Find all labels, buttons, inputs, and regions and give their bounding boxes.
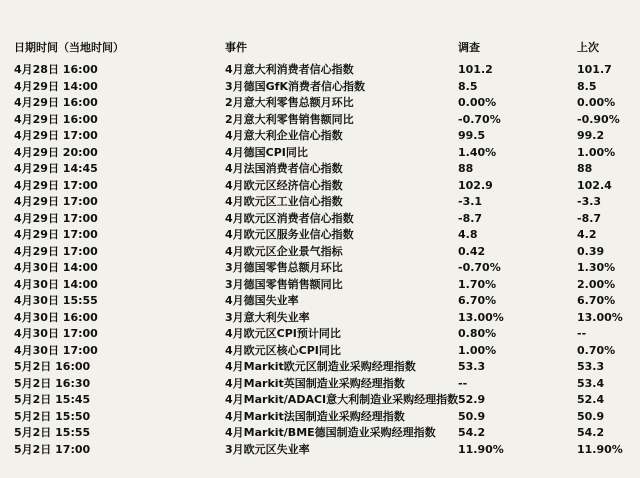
- cell-survey: 52.9: [458, 393, 486, 406]
- cell-datetime: 4月30日 16:00: [14, 310, 98, 324]
- cell-datetime: 4月29日 17:00: [14, 129, 98, 142]
- cell-datetime: 5月2日 16:30: [14, 376, 91, 390]
- cell-event: 4月Markit/ADACI意大利制造业采购经理指数: [225, 393, 458, 406]
- table-row: [14, 227, 632, 244]
- cell-survey: -0.70%: [458, 261, 501, 274]
- cell-event: 4月法国消费者信心指数: [225, 162, 343, 175]
- cell-datetime: 5月2日 16:00: [14, 360, 91, 373]
- table-row: [14, 79, 632, 96]
- cell-prior: 0.70%: [577, 343, 616, 357]
- cell-event: 3月欧元区失业率: [225, 442, 310, 456]
- cell-prior: 1.00%: [577, 145, 616, 159]
- cell-survey: 8.5: [458, 79, 478, 93]
- cell-event: 4月Markit欧元区制造业采购经理指数: [225, 360, 416, 373]
- cell-survey: 101.2: [458, 63, 493, 76]
- table-row: [14, 95, 632, 112]
- cell-event: 3月意大利失业率: [225, 310, 310, 324]
- cell-survey: --: [458, 376, 468, 390]
- table-row: [14, 244, 632, 261]
- cell-datetime: 5月2日 15:50: [14, 409, 91, 423]
- cell-event: 4月欧元区CPI预计同比: [225, 327, 341, 340]
- table-row: [14, 194, 632, 211]
- header-prior: 上次: [577, 41, 599, 54]
- cell-datetime: 5月2日 17:00: [14, 442, 91, 456]
- cell-datetime: 4月29日 14:00: [14, 79, 98, 93]
- cell-survey: 0.42: [458, 244, 486, 258]
- table-row: [14, 392, 632, 409]
- cell-event: 3月德国零售总额月环比: [225, 261, 343, 274]
- cell-datetime: 4月29日 17:00: [14, 211, 98, 225]
- cell-datetime: 4月30日 14:00: [14, 261, 98, 274]
- table-row: [14, 310, 632, 327]
- cell-survey: 54.2: [458, 426, 486, 439]
- cell-prior: -3.3: [577, 195, 602, 208]
- cell-survey: 13.00%: [458, 310, 504, 324]
- table-row: [14, 293, 632, 310]
- cell-prior: 8.5: [577, 79, 597, 93]
- table-row: [14, 343, 632, 360]
- cell-event: 4月意大利企业信心指数: [225, 129, 343, 142]
- cell-prior: 88: [577, 162, 593, 175]
- cell-datetime: 4月29日 17:00: [14, 178, 98, 192]
- table-row: [14, 359, 632, 376]
- cell-event: 4月欧元区企业景气指标: [225, 244, 343, 258]
- cell-event: 4月欧元区工业信心指数: [225, 195, 343, 208]
- cell-survey: 6.70%: [458, 294, 497, 307]
- cell-prior: 52.4: [577, 393, 605, 406]
- cell-survey: 53.3: [458, 360, 486, 373]
- cell-event: 4月欧元区消费者信心指数: [225, 211, 354, 225]
- cell-survey: 1.40%: [458, 145, 497, 159]
- cell-datetime: 4月30日 17:00: [14, 343, 98, 357]
- cell-prior: 53.3: [577, 360, 605, 373]
- cell-datetime: 4月30日 14:00: [14, 277, 98, 291]
- cell-survey: 0.00%: [458, 96, 497, 109]
- cell-survey: 1.70%: [458, 277, 497, 291]
- cell-prior: 1.30%: [577, 261, 616, 274]
- table-row: [14, 161, 632, 178]
- cell-prior: 101.7: [577, 63, 612, 76]
- cell-datetime: 4月28日 16:00: [14, 63, 98, 76]
- table-row: [14, 260, 632, 277]
- cell-event: 4月欧元区核心CPI同比: [225, 343, 341, 357]
- cell-prior: 0.00%: [577, 96, 616, 109]
- header-datetime: 日期时间（当地时间）: [14, 41, 124, 54]
- cell-event: 4月Markit/BME德国制造业采购经理指数: [225, 426, 436, 439]
- header-event: 事件: [225, 41, 247, 54]
- cell-prior: 99.2: [577, 129, 605, 142]
- table-row: [14, 62, 632, 79]
- cell-survey: 11.90%: [458, 442, 504, 456]
- table-row: [14, 145, 632, 162]
- cell-survey: 0.80%: [458, 327, 497, 340]
- cell-datetime: 4月29日 17:00: [14, 228, 98, 241]
- cell-prior: 13.00%: [577, 310, 623, 324]
- cell-survey: 88: [458, 162, 474, 175]
- cell-survey: 4.8: [458, 228, 478, 241]
- cell-datetime: 4月29日 14:45: [14, 162, 98, 175]
- cell-survey: 1.00%: [458, 343, 497, 357]
- cell-prior: 6.70%: [577, 294, 616, 307]
- header-row: [14, 40, 632, 62]
- table-row: [14, 442, 632, 459]
- table-row: [14, 409, 632, 426]
- cell-event: 4月欧元区经济信心指数: [225, 178, 343, 192]
- cell-datetime: 5月2日 15:45: [14, 393, 91, 406]
- cell-event: 4月欧元区服务业信心指数: [225, 228, 354, 241]
- cell-event: 2月意大利零售总额月环比: [225, 96, 354, 109]
- cell-datetime: 5月2日 15:55: [14, 426, 91, 439]
- cell-event: 4月Markit法国制造业采购经理指数: [225, 409, 405, 423]
- cell-event: 4月德国失业率: [225, 294, 299, 307]
- cell-event: 3月德国零售销售额同比: [225, 277, 343, 291]
- table-row: [14, 211, 632, 228]
- cell-prior: 54.2: [577, 426, 605, 439]
- cell-survey: -0.70%: [458, 112, 501, 126]
- cell-datetime: 4月29日 17:00: [14, 195, 98, 208]
- header-survey: 调查: [458, 41, 480, 54]
- table-row: [14, 326, 632, 343]
- cell-datetime: 4月30日 15:55: [14, 294, 98, 307]
- cell-prior: 11.90%: [577, 442, 623, 456]
- table-row: [14, 178, 632, 195]
- cell-prior: 0.39: [577, 244, 605, 258]
- table-row: [14, 112, 632, 129]
- cell-prior: --: [577, 327, 587, 340]
- cell-datetime: 4月29日 16:00: [14, 96, 98, 109]
- cell-survey: 99.5: [458, 129, 486, 142]
- cell-event: 2月意大利零售销售额同比: [225, 112, 354, 126]
- cell-datetime: 4月30日 17:00: [14, 327, 98, 340]
- cell-datetime: 4月29日 20:00: [14, 145, 98, 159]
- cell-datetime: 4月29日 16:00: [14, 112, 98, 126]
- cell-event: 4月德国CPI同比: [225, 145, 308, 159]
- cell-prior: -8.7: [577, 211, 602, 225]
- cell-event: 4月Markit英国制造业采购经理指数: [225, 376, 405, 390]
- table-body: [14, 62, 632, 458]
- cell-prior: 2.00%: [577, 277, 616, 291]
- table-row: [14, 128, 632, 145]
- cell-survey: 102.9: [458, 178, 493, 192]
- table-row: [14, 376, 632, 393]
- cell-event: 4月意大利消费者信心指数: [225, 63, 354, 76]
- economic-calendar-table: [14, 40, 632, 458]
- cell-event: 3月德国GfK消费者信心指数: [225, 79, 365, 93]
- cell-prior: 50.9: [577, 409, 605, 423]
- table-row: [14, 277, 632, 294]
- cell-survey: 50.9: [458, 409, 486, 423]
- cell-survey: -3.1: [458, 195, 483, 208]
- cell-prior: 102.4: [577, 178, 612, 192]
- cell-survey: -8.7: [458, 211, 483, 225]
- cell-datetime: 4月29日 17:00: [14, 244, 98, 258]
- cell-prior: 53.4: [577, 376, 605, 390]
- cell-prior: 4.2: [577, 228, 597, 241]
- cell-prior: -0.90%: [577, 112, 620, 126]
- table-row: [14, 425, 632, 442]
